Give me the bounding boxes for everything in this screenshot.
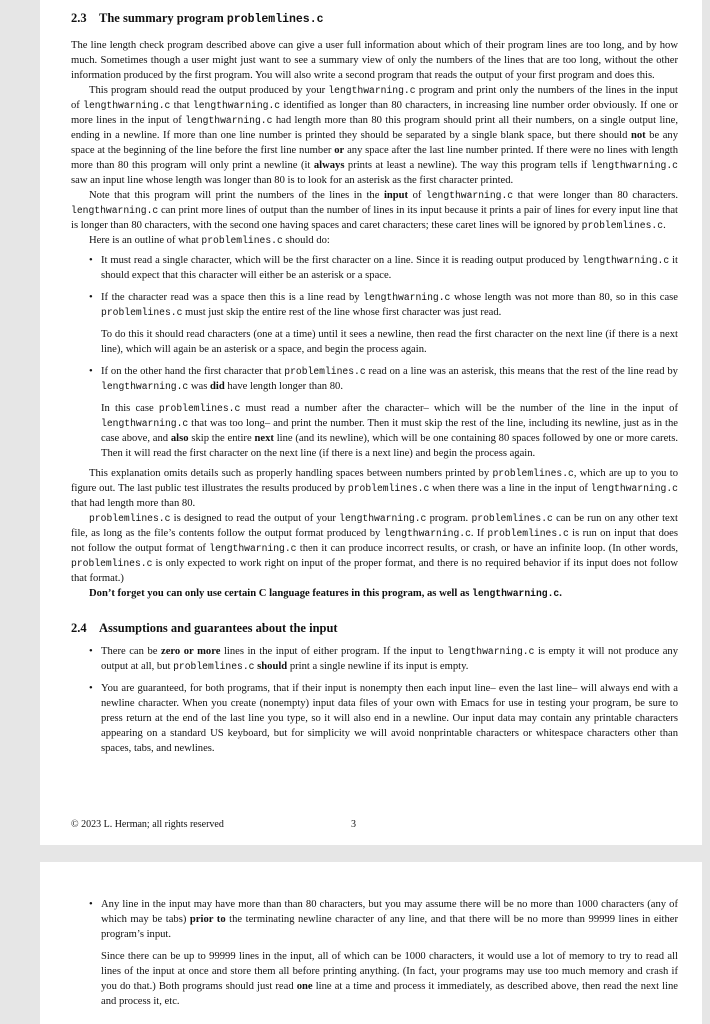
text: line at a time and process it immediately, as described above, then read the next line and process it, etc. xyxy=(101,981,678,1007)
text: then it can produce incorrect results, or crash, or have an infinite loop. (In other words, xyxy=(296,543,678,554)
sub-paragraph xyxy=(101,401,678,461)
text: program. xyxy=(426,513,472,524)
text: is empty it will not produce any output at all, but xyxy=(101,646,679,672)
code: problemlines.c xyxy=(284,366,366,377)
text: can print more lines of output than the number of lines in its input because it prints a pair of lines for every input line that is longer than 80 characters, with the second one having spaces and caret characters; these caret lines will be ignored by xyxy=(71,205,678,231)
text: . xyxy=(559,588,562,599)
bold-text: one xyxy=(296,981,313,992)
code: problemlines.c xyxy=(581,220,664,231)
text: saw an input line whose length was longer than 80 is to look for an asterisk as the first character printed. xyxy=(71,175,514,186)
section-title-code: problemlines.c xyxy=(226,13,324,26)
code: lengthwarning.c xyxy=(472,588,560,599)
code: problemlines.c xyxy=(201,235,283,246)
text: have length longer than 80. xyxy=(224,381,343,392)
bold-text: prior to xyxy=(189,914,226,925)
text: must read a number after the character– which will be the number of the line in the input of xyxy=(240,403,678,414)
assumptions-list-continued xyxy=(71,897,678,1009)
text: that had length more than 80. xyxy=(71,498,196,509)
bold-text: also xyxy=(170,433,189,444)
text: can be run on any other text file, as long as the file’s contents follow the output format produced by xyxy=(71,513,678,539)
bold-text: did xyxy=(209,381,225,392)
paragraph xyxy=(71,233,678,248)
assumptions-list xyxy=(71,644,678,756)
section-2-3-heading xyxy=(71,9,678,29)
code: problemlines.c xyxy=(487,528,569,539)
text: the terminating newline character of any line, and that there will be no more than 99999 lines in either program’s input. xyxy=(101,914,678,940)
text: is designed to read the output of your xyxy=(170,513,340,524)
list-item xyxy=(71,253,678,283)
bullet-icon: • xyxy=(89,646,93,657)
list-item xyxy=(71,290,678,357)
text: read on a line was an asterisk, this means that the rest of the line read by xyxy=(365,366,678,377)
code: lengthwarning.c xyxy=(383,528,471,539)
page-2-content xyxy=(71,897,678,1009)
text: The line length check program described above can give a user full information about which of their program lines are too long, and by how much. Sometimes though a user might just want to see a summary view of only the numbers of the lines that are too long, without the other information produced by the first program. You will also write a second program that reads the output of your first program and does this. xyxy=(71,40,678,81)
text: prints at least a newline). The way this program tells if xyxy=(344,160,591,171)
code: lengthwarning.c xyxy=(425,190,514,201)
paragraph xyxy=(71,38,678,83)
page-2 xyxy=(40,862,702,1024)
code: lengthwarning.c xyxy=(328,85,416,96)
code: lengthwarning.c xyxy=(590,160,678,171)
bold-text: always xyxy=(313,160,345,171)
sub-paragraph xyxy=(101,949,678,1009)
text: is run on input that does not follow the output format of xyxy=(71,528,678,554)
code: lengthwarning.c xyxy=(363,292,451,303)
text: must just skip the entire rest of the line whose first character was just read. xyxy=(182,307,502,318)
code: lengthwarning.c xyxy=(581,255,670,266)
text: , which are up to you to figure out. The last public test illustrates the results produced by xyxy=(71,468,678,494)
page-1 xyxy=(40,0,702,845)
text: Since there can be up to 99999 lines in the input, all of which can be 1000 characters, it would use a lot of memory to try to read all lines of the input at once and store them all before printing anything. (In fact, your programs may use too much memory and crash if you do that.) Both programs should just read xyxy=(101,951,678,992)
text: any space after the last line number printed. If there were no lines with length more than 80 this program will only print a newline (it xyxy=(71,145,678,171)
text: Note that this program will print the numbers of the lines in the xyxy=(89,190,384,201)
text: You are guaranteed, for both programs, that if their input is nonempty then each input line– even the last line– will always end with a newline character. When you create (nonempty) input data files of your own with Emacs for use in testing your program, be sure to press return at the end of the last line you type, so it will also end in a newline. Our input data may contain any printable characters appearing on a standard US keyboard, but for simplicity we will avoid nonprintable characters or whitespace characters other than spaces, tabs, and newlines. xyxy=(101,683,678,754)
code: problemlines.c xyxy=(71,558,153,569)
bullet-icon: • xyxy=(89,899,93,910)
code: lengthwarning.c xyxy=(101,418,189,429)
text: line (and its newline), which will be one containing 80 spaces followed by one or more carets. Then it will read the first character on the next line (if there is a next line) and begin the process again. xyxy=(101,433,679,459)
text: In this case xyxy=(101,403,159,414)
list-item xyxy=(71,644,678,674)
code: lengthwarning.c xyxy=(339,513,427,524)
text: should do: xyxy=(282,235,330,246)
code: problemlines.c xyxy=(347,483,430,494)
code: problemlines.c xyxy=(101,307,183,318)
bullet-icon: • xyxy=(89,255,93,266)
text: whose length was not more than 80, so in this case xyxy=(450,292,678,303)
code: problemlines.c xyxy=(173,661,255,672)
outline-list xyxy=(71,253,678,461)
text: is only expected to work right on input of the proper format, and there is no required behavior if its input does not follow that format.) xyxy=(71,558,678,584)
code: lengthwarning.c xyxy=(447,646,535,657)
text: It must read a single character, which will be the first character on a line. Since it is reading output produced by xyxy=(101,255,582,266)
text: If the character read was a space then this is a line read by xyxy=(101,292,364,303)
text: when there was a line in the input of xyxy=(429,483,591,494)
code: lengthwarning.c xyxy=(101,381,189,392)
bullet-icon: • xyxy=(89,366,93,377)
copyright-text: © 2023 L. Herman; all rights reserved xyxy=(71,819,224,830)
code: problemlines.c xyxy=(158,403,241,414)
sub-paragraph xyxy=(101,327,678,357)
code: lengthwarning.c xyxy=(71,205,159,216)
code: lengthwarning.c xyxy=(83,100,171,111)
text: This program should read the output produced by your xyxy=(89,85,329,96)
list-item xyxy=(71,897,678,1009)
code: lengthwarning.c xyxy=(590,483,678,494)
text: program and print only the numbers of the lines in the input of xyxy=(71,85,678,111)
section-number: 2.3 xyxy=(71,11,87,25)
text: had length more than 80 this program should print all their numbers, on a single output line, ending in a newline. If more than one line number is printed they should be separated by a single blank space, but there should xyxy=(71,115,678,141)
code: problemlines.c xyxy=(471,513,553,524)
section-number: 2.4 xyxy=(71,621,87,635)
text: print a single newline if its input is empty. xyxy=(287,661,469,672)
section-2-4-heading xyxy=(71,619,678,637)
paragraph xyxy=(71,466,678,511)
bold-text: zero or more xyxy=(161,646,221,657)
code: lengthwarning.c xyxy=(192,100,281,111)
text: lines in the input of either program. If the input to xyxy=(220,646,448,657)
paragraph xyxy=(71,511,678,586)
text: that xyxy=(170,100,193,111)
section-title: Assumptions and guarantees about the input xyxy=(99,621,338,635)
text: that were longer than 80 characters. xyxy=(513,190,678,201)
text: identified as longer than 80 characters, in increasing line number order obviously. If one or more lines in the input of xyxy=(71,100,678,126)
paragraph xyxy=(71,586,678,601)
section-title: The summary program xyxy=(99,11,227,25)
text: be any space at the beginning of the line before the first line number xyxy=(71,130,678,156)
text: was xyxy=(188,381,210,392)
text: If on the other hand the first character that xyxy=(101,366,285,377)
bullet-icon: • xyxy=(89,292,93,303)
text: To do this it should read characters (one at a time) until it sees a newline, then read the first character on the next line (if there is a next line), which will again be an asterisk or a space, and begin the process again. xyxy=(101,329,678,355)
text: There can be xyxy=(101,646,161,657)
bold-text: or xyxy=(334,145,345,156)
bullet-icon: • xyxy=(89,683,93,694)
text: it should expect that this character will either be an asterisk or a space. xyxy=(101,255,678,281)
bold-text: should xyxy=(257,661,288,672)
text: . xyxy=(663,220,666,231)
bold-text: not xyxy=(630,130,646,141)
text: This explanation omits details such as properly handling spaces between numbers printed by xyxy=(89,468,493,479)
bold-text: next xyxy=(254,433,274,444)
list-item xyxy=(71,364,678,461)
bold-text: input xyxy=(383,190,409,201)
paragraph xyxy=(71,83,678,188)
page-number: 3 xyxy=(351,819,356,830)
code: lengthwarning.c xyxy=(185,115,273,126)
list-item xyxy=(71,681,678,756)
text: Any line in the input may have more than than 80 characters, but you may assume there will be no more than 1000 characters (any of which may be tabs) xyxy=(101,899,678,925)
text: Here is an outline of what xyxy=(89,235,202,246)
page-footer xyxy=(71,819,678,830)
text: . If xyxy=(470,528,488,539)
code: problemlines.c xyxy=(89,513,171,524)
code: problemlines.c xyxy=(492,468,574,479)
text: that was too long– and print the number. Then it must skip the rest of the line, including its newline, just as in the case above, and xyxy=(101,418,678,444)
text: Don’t forget you can only use certain C language features in this program, as well as xyxy=(89,588,473,599)
text: of xyxy=(408,190,426,201)
code: lengthwarning.c xyxy=(209,543,297,554)
page-1-content xyxy=(71,9,678,756)
paragraph xyxy=(71,188,678,233)
text: skip the entire xyxy=(188,433,255,444)
